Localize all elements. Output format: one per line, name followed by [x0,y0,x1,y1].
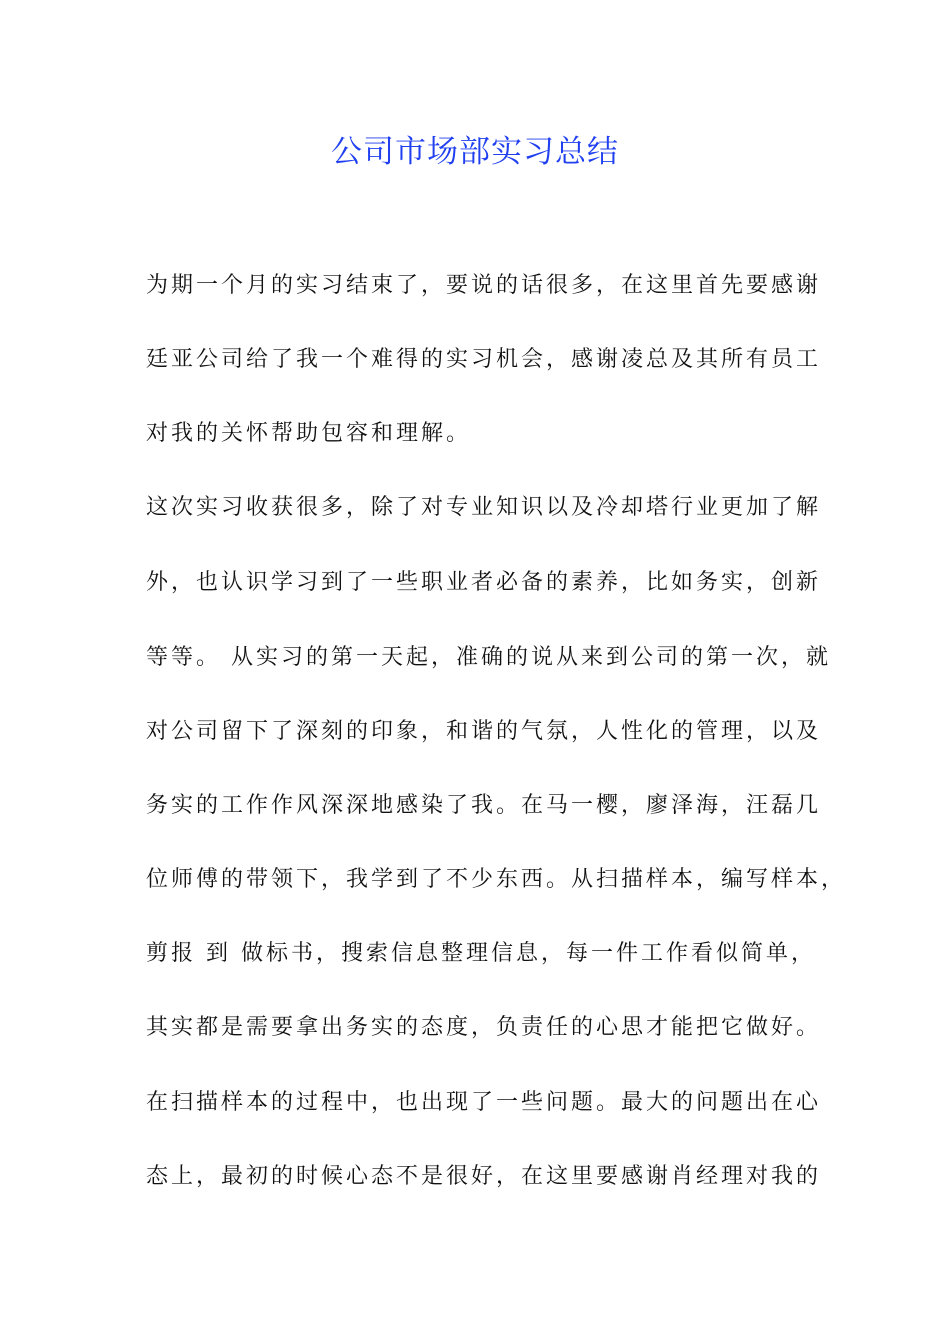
body-line: 在扫描样本的过程中，也出现了一些问题。最大的问题出在心 [146,1090,822,1115]
body-line: 对公司留下了深刻的印象，和谐的气氛，人性化的管理，以及 [146,719,822,744]
body-line: 为期一个月的实习结束了，要说的话很多，在这里首先要感谢 [146,273,822,298]
body-line: 这次实习收获很多，除了对专业知识以及冷却塔行业更加了解 [146,495,822,520]
body-line: 其实都是需要拿出务实的态度，负责任的心思才能把它做好。 [146,1015,822,1040]
body-line: 态上，最初的时候心态不是很好，在这里要感谢肖经理对我的 [146,1164,822,1189]
body-line: 等等。 从实习的第一天起，准确的说从来到公司的第一次，就 [146,645,831,670]
body-line: 对我的关怀帮助包容和理解。 [146,421,472,446]
body-line: 外，也认识学习到了一些职业者必备的素养，比如务实，创新 [146,570,822,595]
body-line: 廷亚公司给了我一个难得的实习机会，感谢凌总及其所有员工 [146,347,822,372]
document-title: 公司市场部实习总结 [331,134,619,170]
body-line: 务实的工作作风深深地感染了我。在马一樱，廖泽海，汪磊几 [146,793,822,818]
body-line: 剪报 到 做标书，搜索信息整理信息，每一件工作看似简单， [146,941,816,966]
body-line: 位师傅的带领下，我学到了不少东西。从扫描样本，编写样本， [146,867,847,892]
